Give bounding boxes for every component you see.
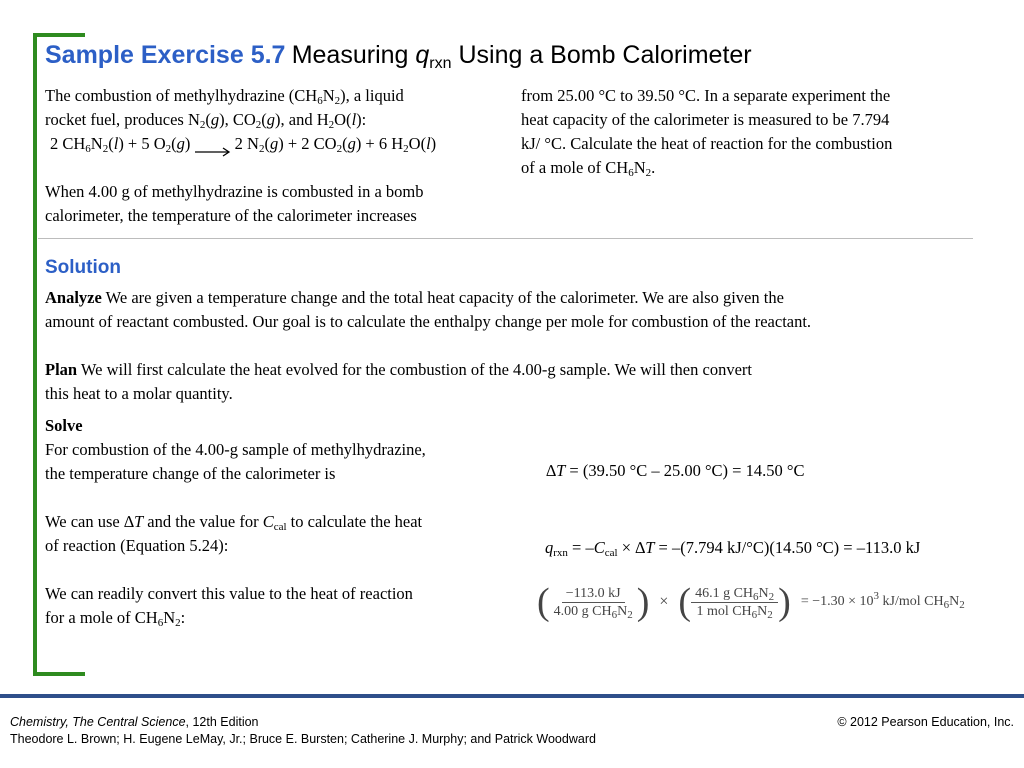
problem-line-2: rocket fuel, produces $N_2(g)$, $CO_2(g)$, and $H_2O(l)$: <box>45 110 367 131</box>
bottom-accent-bar <box>33 672 85 676</box>
problem-right-line-3: kJ/ °C. Calculate the heat of reaction for the combustion <box>521 134 893 153</box>
problem-left-column <box>45 84 525 228</box>
solve-block <box>45 414 525 630</box>
solve-line-5: We can readily convert this value to the heat of reaction <box>45 584 413 603</box>
plan-label: Plan <box>45 360 78 379</box>
footer-authors: Theodore L. Brown; H. Eugene LeMay, Jr.; Bruce E. Bursten; Catherine J. Murphy; and Patrick Woodward <box>10 732 596 746</box>
problem-right-column <box>521 84 981 180</box>
plan-line-1: Plan We will first calculate the heat evolved for the combustion of the 4.00-g sample. We will then convert <box>45 360 752 379</box>
section-divider <box>38 238 973 239</box>
solve-line-3: We can use ∆T and the value for $C_{cal}$ to calculate the heat <box>45 512 423 533</box>
left-accent-bar <box>33 33 37 676</box>
solve-line-2: the temperature change of the calorimeter is <box>45 464 336 483</box>
problem-line-4: calorimeter, the temperature of the calorimeter increases <box>45 206 417 225</box>
title-text-post: Using a Bomb Calorimeter <box>451 41 752 69</box>
title-q-sub: rxn <box>429 55 452 72</box>
footer-copyright: © 2012 Pearson Education, Inc. <box>837 715 1014 729</box>
fraction-molar-mass: $\frac{46.1 g CH_6N_2}{1 mol CH_6N_2}$ <box>691 585 778 620</box>
problem-right-line-4: of a mole of $CH_6N_2$. <box>521 158 656 179</box>
analyze-plan-block <box>45 286 985 406</box>
analyze-label: Analyze <box>45 288 102 307</box>
problem-line-3: When 4.00 g of methylhydrazine is combusted in a bomb <box>45 182 424 201</box>
top-accent-bar <box>33 33 85 37</box>
molar-conversion-equation: ( $\frac{-113.0 kJ}{4.00 g CH_6N_2}$ ) × ( $\frac{46.1 g CH_6N_2}{1 mol CH_6N_2}$ ) = $-1.30 \times 10^3$ kJ/mol $CH_6N_2$ <box>537 581 965 623</box>
problem-right-line-1: from 25.00 °C to 39.50 °C. In a separate experiment the <box>521 86 891 105</box>
solve-line-4: of reaction (Equation 5.24): <box>45 536 229 555</box>
conversion-result: = $-1.30 \times 10^3$ kJ/mol $CH_6N_2$ <box>800 590 965 611</box>
fraction-heat-per-gram: $\frac{-113.0 kJ}{4.00 g CH_6N_2}$ <box>553 585 633 621</box>
analyze-line-1: Analyze We are given a temperature change and the total heat capacity of the calorimeter. We are also given the <box>45 288 784 307</box>
solve-line-6: for a mole of $CH_6N_2$: <box>45 608 186 629</box>
exercise-label: Sample Exercise 5.7 <box>45 41 286 69</box>
delta-t-equation: ∆T = (39.50 °C – 25.00 °C) = 14.50 °C <box>546 461 805 480</box>
title-q: q <box>415 41 430 69</box>
q-rxn-equation: $q_{rxn} = -C_{cal} \times \Delta T = -(7.794$ kJ/°C)(14.50 °C) = –113.0 kJ <box>545 538 921 559</box>
plan-line-2: this heat to a molar quantity. <box>45 384 233 403</box>
title-text-pre: Measuring <box>291 41 416 69</box>
solve-label: Solve <box>45 416 83 435</box>
solution-heading: Solution <box>45 257 121 278</box>
book-title: Chemistry, The Central Science <box>10 715 186 729</box>
reaction-equation: 2 $CH_6N_2(l) + 5$ $O_2(g)$ 2 $N_2(g) + 2$ $CO_2(g) + 6$ $H_2O(l)$ <box>50 134 437 155</box>
reaction-arrow-icon <box>195 140 231 150</box>
problem-right-line-2: heat capacity of the calorimeter is measured to be 7.794 <box>521 110 890 129</box>
footer-citation: Chemistry, The Central Science, 12th Edition Theodore L. Brown; H. Eugene LeMay, Jr.; Bruce E. Bursten; Catherine J. Murphy; and Patrick Woodward <box>10 715 596 746</box>
problem-line-1: The combustion of methylhydrazine $(CH_6N_2)$, a liquid <box>45 86 404 107</box>
solve-line-1: For combustion of the 4.00-g sample of methylhydrazine, <box>45 440 426 459</box>
slide-title <box>45 38 752 73</box>
footer-rule <box>0 694 1024 698</box>
analyze-line-2: amount of reactant combusted. Our goal is to calculate the enthalpy change per mole for combustion of the reactant. <box>45 312 812 331</box>
